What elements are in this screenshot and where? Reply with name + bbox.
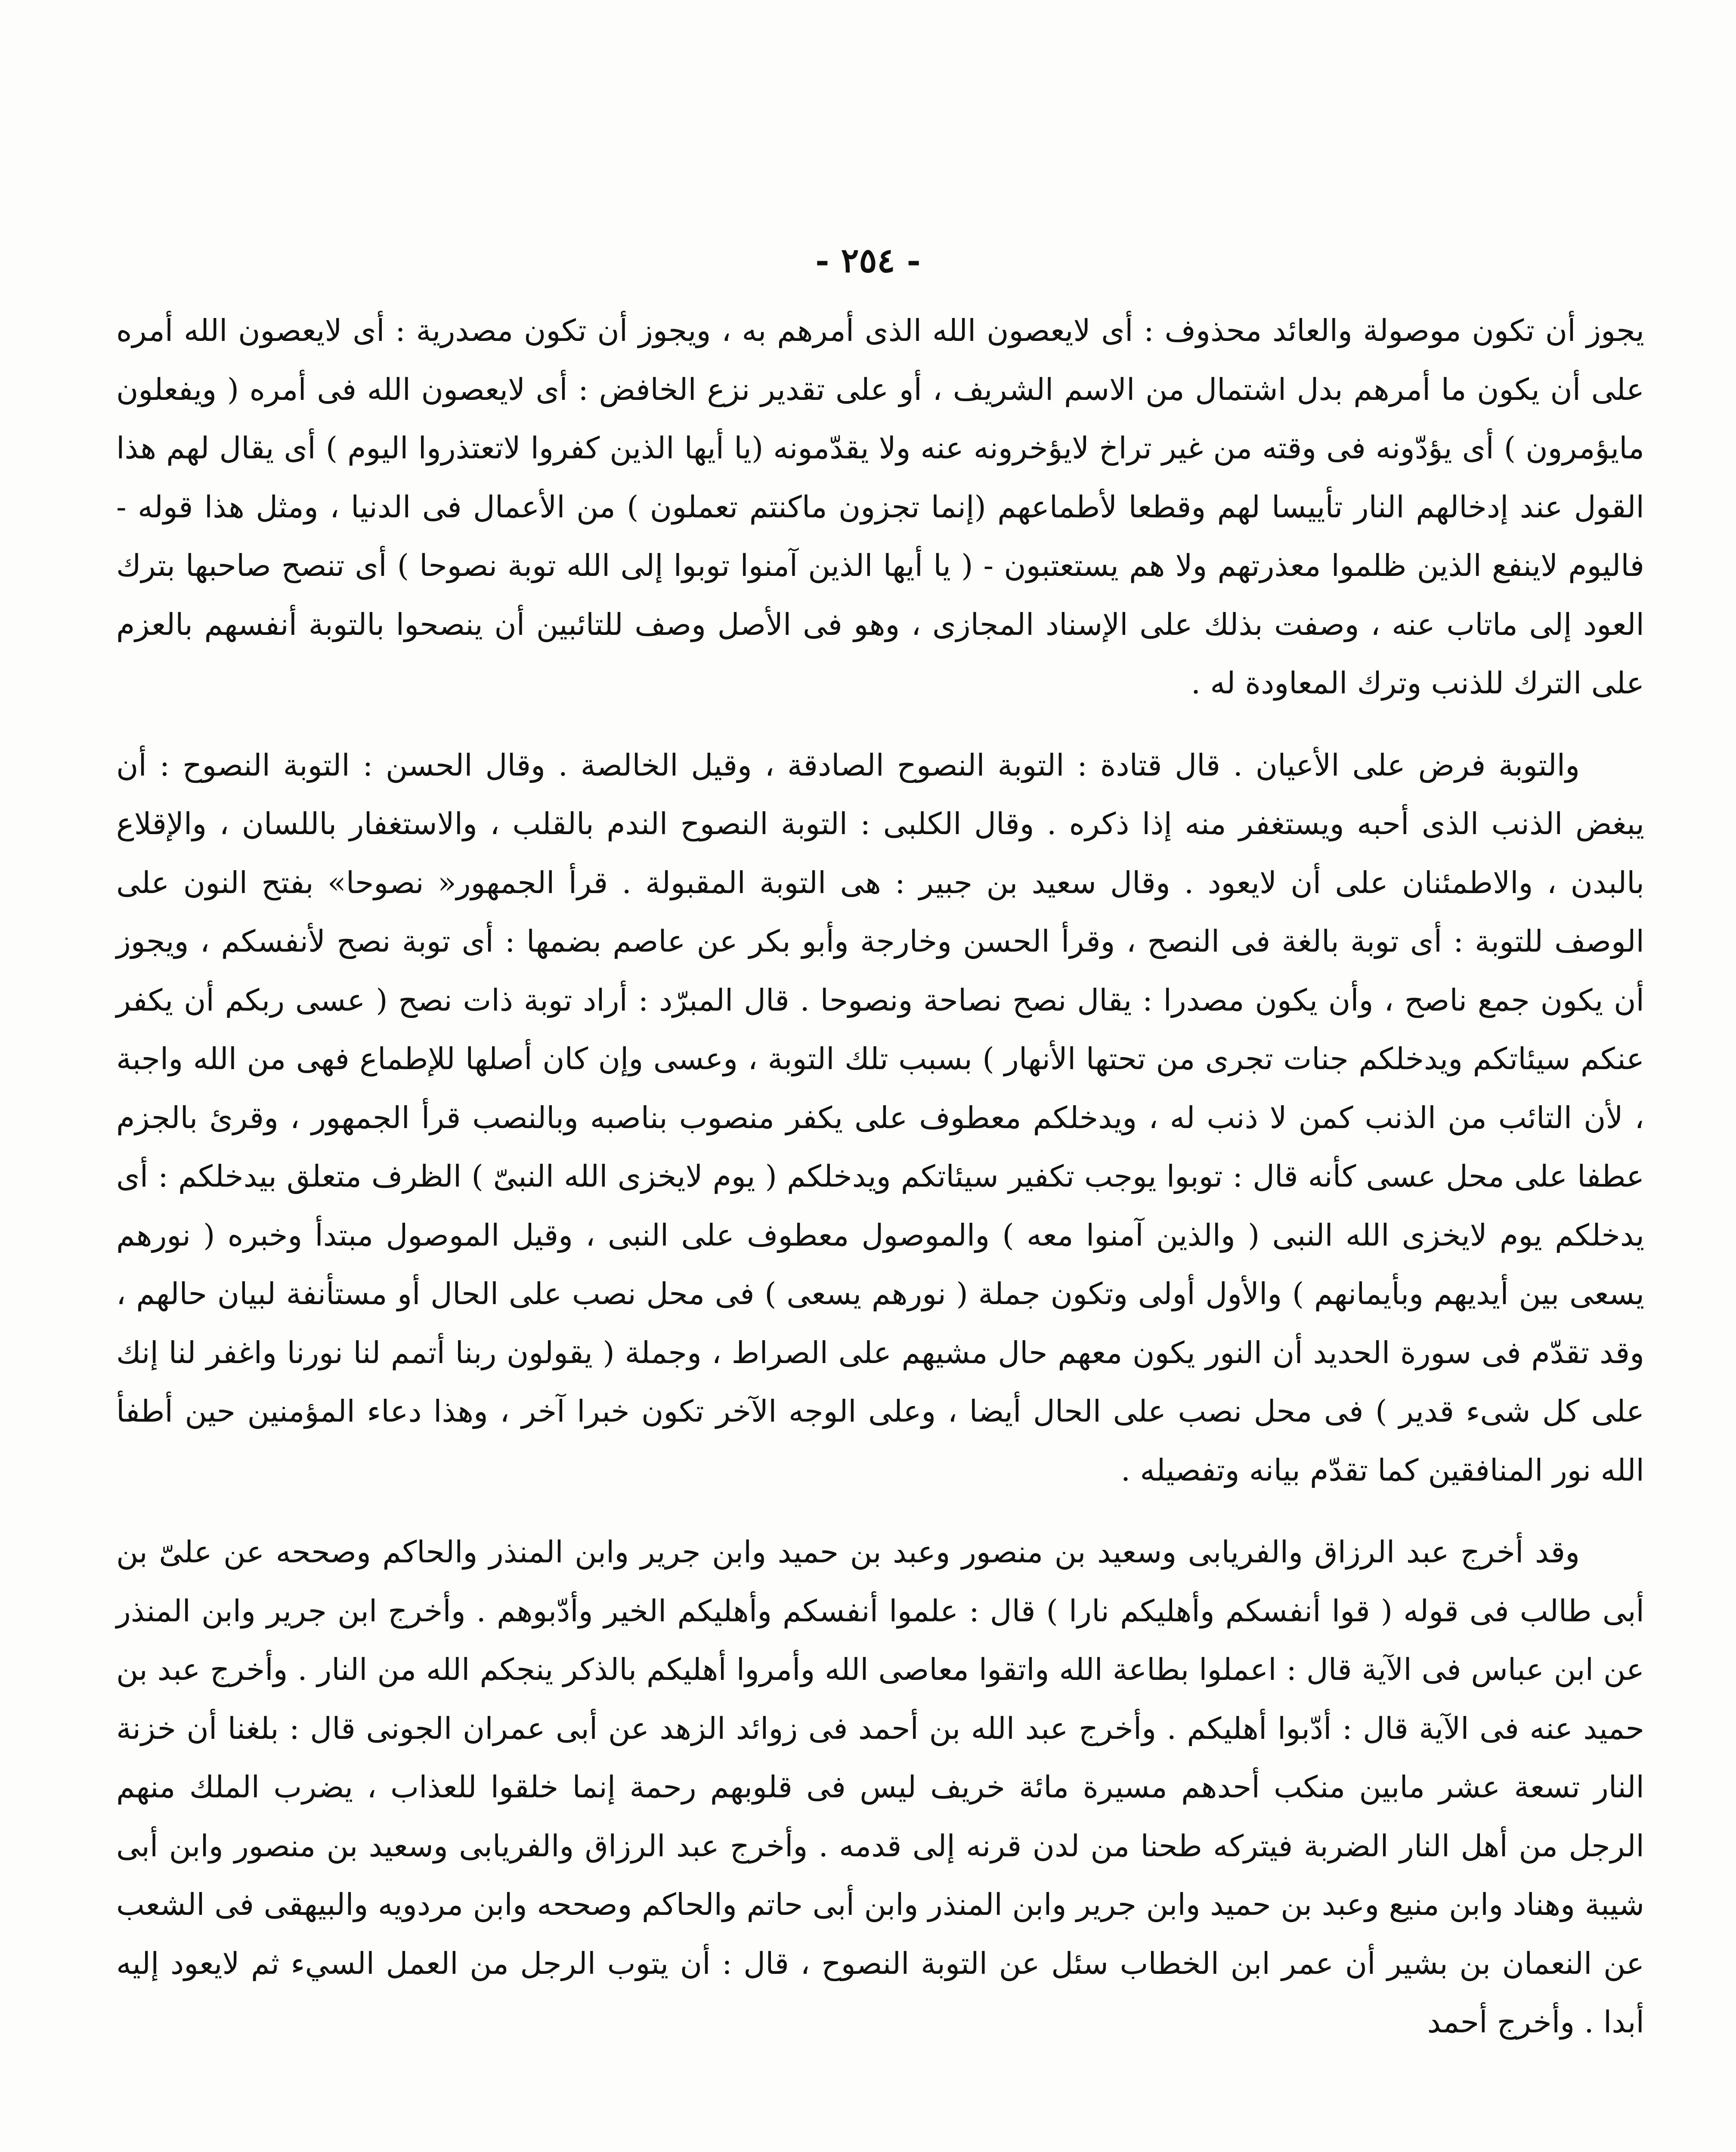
- paragraph-1: يجوز أن تكون موصولة والعائد محذوف : أى لايعصون الله الذى أمرهم به ، ويجوز أن تكون مصدرية : أى لايعصون الله أمره على أن يكون ما أمرهم بدل اشتمال من الاسم الشريف ، أو على تقدير نزع الخافض : أى لايعصون الله فى أمره ( ويفعلون مايؤمرون ) أى يؤدّونه فى وقته من غير تراخ لايؤخرونه عنه ولا يقدّمونه (يا أيها الذين كفروا لاتعتذروا اليوم ) أى يقال لهم هذا القول عند إدخالهم النار تأييسا لهم وقطعا لأطماعهم (إنما تجزون ماكنتم تعملون ) من الأعمال فى الدنيا ، ومثل هذا قوله - فاليوم لاينفع الذين ظلموا معذرتهم ولا هم يستعتبون - ( يا أيها الذين آمنوا توبوا إلى الله توبة نصوحا ) أى تنصح صاحبها بترك العود إلى ماتاب عنه ، وصفت بذلك على الإسناد المجازى ، وهو فى الأصل وصف للتائبين أن ينصحوا بالتوبة أنفسهم بالعزم على الترك للذنب وترك المعاودة له .: [116, 313, 1644, 701]
- text-body: [116, 301, 1644, 2052]
- page-number: - ٢٥٤ -: [815, 241, 921, 280]
- paragraph-2: والتوبة فرض على الأعيان . قال قتادة : التوبة النصوح الصادقة ، وقيل الخالصة . وقال الحسن : التوبة النصوح : أن يبغض الذنب الذى أحبه ويستغفر منه إذا ذكره . وقال الكلبى : التوبة النصوح الندم بالقلب ، والاستغفار باللسان ، والإقلاع بالبدن ، والاطمئنان على أن لايعود . وقال سعيد بن جبير : هى التوبة المقبولة . قرأ الجمهور« نصوحا» بفتح النون على الوصف للتوبة : أى توبة بالغة فى النصح ، وقرأ الحسن وخارجة وأبو بكر عن عاصم بضمها : أى توبة نصح لأنفسكم ، ويجوز أن يكون جمع ناصح ، وأن يكون مصدرا : يقال نصح نصاحة ونصوحا . قال المبرّد : أراد توبة ذات نصح ( عسى ربكم أن يكفر عنكم سيئاتكم ويدخلكم جنات تجرى من تحتها الأنهار ) بسبب تلك التوبة ، وعسى وإن كان أصلها للإطماع فهى من الله واجبة ، لأن التائب من الذنب كمن لا ذنب له ، ويدخلكم معطوف على يكفر منصوب بناصبه وبالنصب قرأ الجمهور ، وقرئ بالجزم عطفا على محل عسى كأنه قال : توبوا يوجب تكفير سيئاتكم ويدخلكم ( يوم لايخزى الله النبىّ ) الظرف متعلق بيدخلكم : أى يدخلكم يوم لايخزى الله النبى ( والذين آمنوا معه ) والموصول معطوف على النبى ، وقيل الموصول مبتدأ وخبره ( نورهم يسعى بين أيديهم وبأيمانهم ) والأول أولى وتكون جملة ( نورهم يسعى ) فى محل نصب على الحال أو مستأنفة لبيان حالهم ، وقد تقدّم فى سورة الحديد أن النور يكون معهم حال مشيهم على الصراط ، وجملة ( يقولون ربنا أتمم لنا نورنا واغفر لنا إنك على كل شىء قدير ) فى محل نصب على الحال أيضا ، وعلى الوجه الآخر تكون خبرا آخر ، وهذا دعاء المؤمنين حين أطفأ الله نور المنافقين كما تقدّم بيانه وتفصيله .: [116, 747, 1644, 1488]
- paragraph-3: وقد أخرج عبد الرزاق والفريابى وسعيد بن منصور وعبد بن حميد وابن جرير وابن المنذر والحاكم وصححه عن علىّ بن أبى طالب فى قوله ( قوا أنفسكم وأهليكم نارا ) قال : علموا أنفسكم وأهليكم الخير وأدّبوهم . وأخرج ابن جرير وابن المنذر عن ابن عباس فى الآية قال : اعملوا بطاعة الله واتقوا معاصى الله وأمروا أهليكم بالذكر ينجكم الله من النار . وأخرج عبد بن حميد عنه فى الآية قال : أدّبوا أهليكم . وأخرج عبد الله بن أحمد فى زوائد الزهد عن أبى عمران الجونى قال : بلغنا أن خزنة النار تسعة عشر مابين منكب أحدهم مسيرة مائة خريف ليس فى قلوبهم رحمة إنما خلقوا للعذاب ، يضرب الملك منهم الرجل من أهل النار الضربة فيتركه طحنا من لدن قرنه إلى قدمه . وأخرج عبد الرزاق والفريابى وسعيد بن منصور وابن أبى شيبة وهناد وابن منيع وعبد بن حميد وابن جرير وابن المنذر وابن أبى حاتم والحاكم وصححه وابن مردويه والبيهقى فى الشعب عن النعمان بن بشير أن عمر ابن الخطاب سئل عن التوبة النصوح ، قال : أن يتوب الرجل من العمل السيء ثم لايعود إليه أبدا . وأخرج أحمد: [116, 1534, 1645, 2040]
